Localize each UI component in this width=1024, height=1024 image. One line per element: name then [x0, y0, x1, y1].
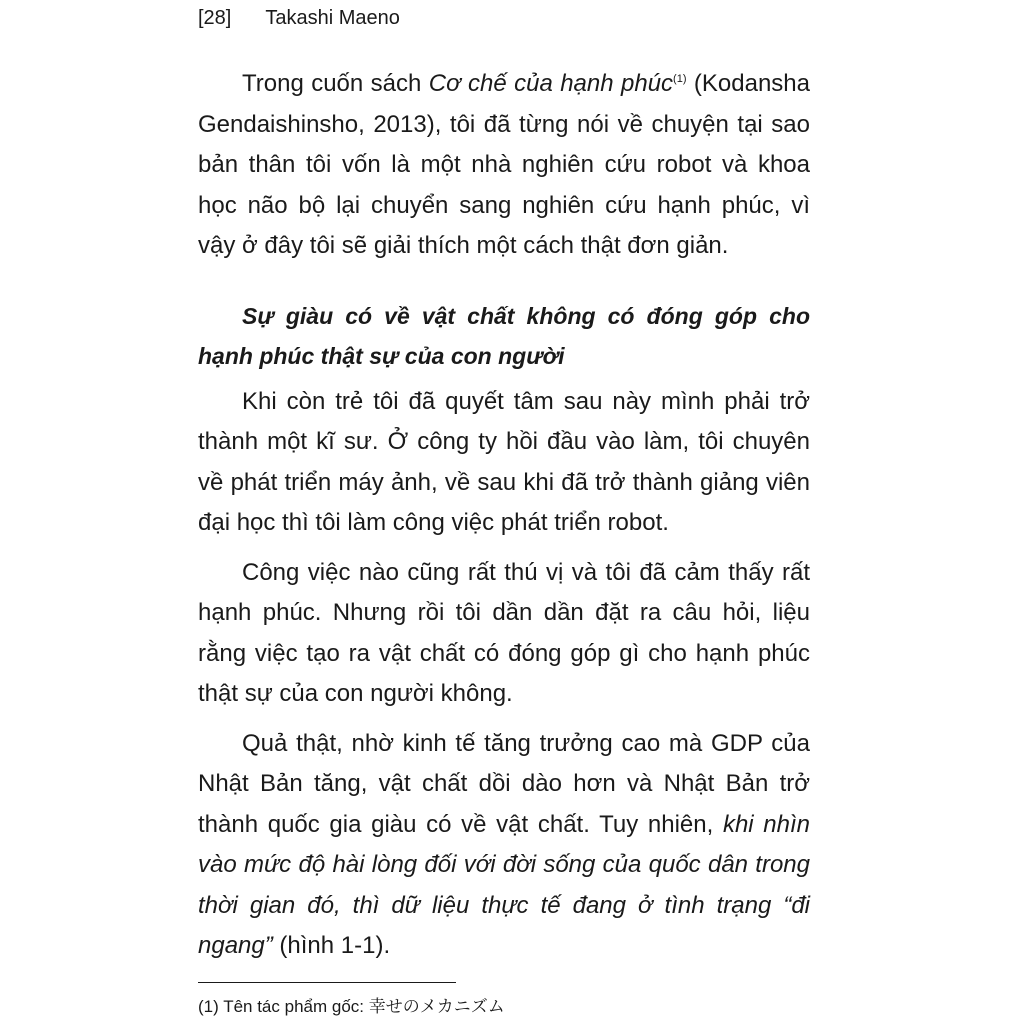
page-number: [28]: [198, 7, 232, 29]
paragraph-engineer: Khi còn trẻ tôi đã quyết tâm sau này mình phải trở thành một kĩ sư. Ở công ty hồi đầu vào làm, tôi chuyên về phát triển máy ảnh, về sau khi đã trở thành giảng viên đại học thì tôi làm công việc phát triển robot.: [198, 387, 810, 536]
book-title: Cơ chế của hạnh phúc: [428, 70, 674, 97]
footnote: (1) Tên tác phẩm gốc: 幸せのメカニズム: [198, 997, 505, 1017]
running-header: [198, 4, 400, 32]
footnote-reference: (1): [673, 73, 687, 85]
footnote-divider: [198, 982, 456, 983]
emphasis-satisfaction: khi nhìn vào mức độ hài lòng đối với đời sống của quốc dân trong thời gian đó, thì dữ liệu thực tế đang ở tình trạng “đi ngang”: [198, 810, 811, 959]
paragraph-gdp: Quả thật, nhờ kinh tế tăng trưởng cao mà GDP của Nhật Bản tăng, vật chất dồi dào hơn và Nhật Bản trở thành quốc gia giàu có về vật chất. Tuy nhiên, khi nhìn vào mức độ hài lòng đối với đời sống của quốc dân trong thời gian đó, thì dữ liệu thực tế đang ở tình trạng “đi ngang” (hình 1-1).: [198, 729, 811, 959]
paragraph-intro: Trong cuốn sách Cơ chế của hạnh phúc$^{(1)}$ (Kodansha Gendaishinsho, 2013), tôi đã từng nói về chuyện tại sao bản thân tôi vốn là một nhà nghiên cứu robot và khoa học não bộ lại chuyển sang nghiên cứu hạnh phúc, vì vậy ở đây tôi sẽ giải thích một cách thật đơn giản.: [198, 70, 810, 259]
section-heading: Sự giàu có về vật chất không có đóng góp cho hạnh phúc thật sự của con người: [198, 302, 810, 369]
main-text: [198, 64, 810, 967]
paragraph-question: Công việc nào cũng rất thú vị và tôi đã cảm thấy rất hạnh phúc. Nhưng rồi tôi dần dần đặt ra câu hỏi, liệu rằng việc tạo ra vật chất có đóng góp gì cho hạnh phúc thật sự của con người không.: [198, 558, 810, 707]
original-title: 幸せのメカニズム: [368, 997, 505, 1017]
author-name: Takashi Maeno: [265, 7, 400, 29]
footnote-marker: (1): [198, 997, 219, 1016]
